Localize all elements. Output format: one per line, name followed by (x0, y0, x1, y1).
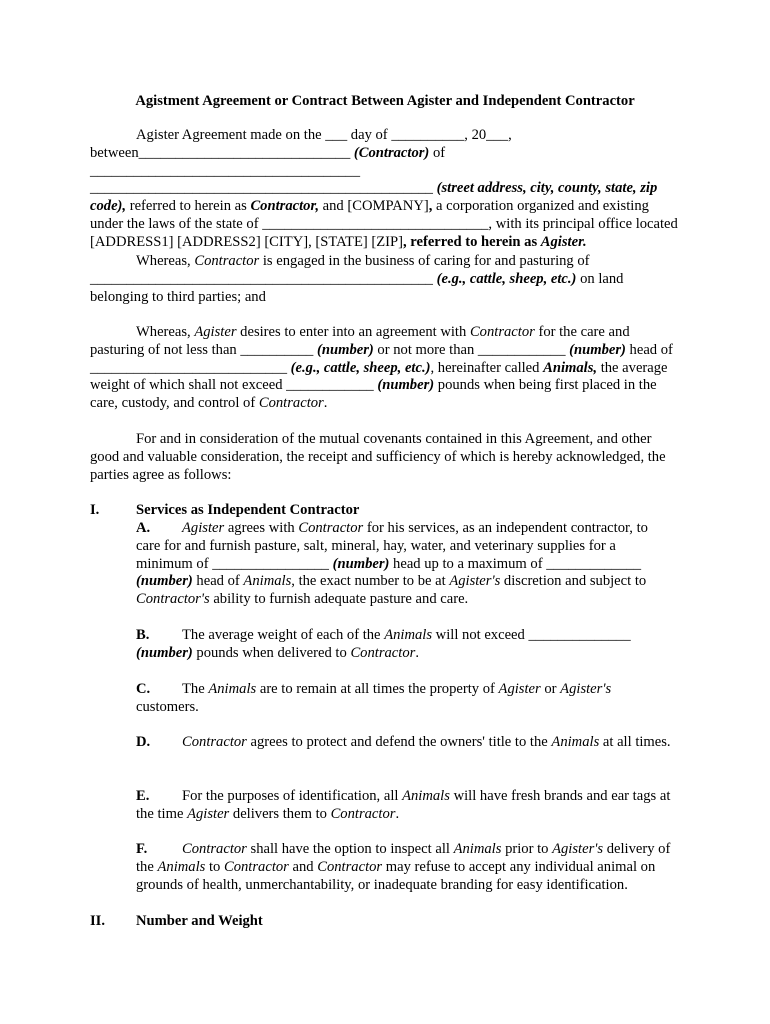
intro-paragraph: Agister Agreement made on the ___ day of __________, 20___, between_____________________________ (Contractor) of _____________________________________ _______________________________________________ (street address, city, county, state, zip code), referred to herein as Contractor, and [COMPANY], a corporation organized and existing under the laws of the state of _______________________________, with its principal office located [ADDRESS1] [ADDRESS2] [CITY], [STATE] [ZIP], referred to herein as Agister. (90, 127, 678, 250)
clause-e: E. For the purposes of identification, all Animals will have fresh brands and ear tags at the time Agister delivers them to Contractor. (136, 788, 671, 822)
clause-d: D. Contractor agrees to protect and defend the owners' title to the Animals at all times. (136, 734, 671, 750)
whereas-paragraph-2: Whereas, Agister desires to enter into an agreement with Contractor for the care and pasturing of not less than __________ (number) or not more than ____________ (number) head of ___________________________ (e.g., cattle, sheep, etc.), hereinafter called Animals, the average weight of which shall not exceed ____________ (number) pounds when being first placed in the care, custody, and control of Contractor. (90, 324, 673, 412)
whereas-paragraph-1: Whereas, Contractor is engaged in the business of caring for and pasturing of _______________________________________________ (e.g., cattle, sheep, etc.) on land belonging to third parties; and (90, 253, 624, 305)
consideration-paragraph: For and in consideration of the mutual covenants contained in this Agreement, and other good and valuable consideration, the receipt and sufficiency of which is hereby acknowledged, the parties agree as follows: (90, 431, 666, 483)
section-2-heading: II. Number and Weight (90, 913, 263, 929)
section-1-heading: I. Services as Independent Contractor (90, 502, 360, 518)
clause-f: F. Contractor shall have the option to inspect all Animals prior to Agister's delivery of the Animals to Contractor and Contractor may refuse to accept any individual animal on grounds of health, unmerchantability, or inadequate branding for easy identification. (136, 841, 671, 893)
clause-c: C. The Animals are to remain at all times the property of Agister or Agister's customers. (136, 681, 612, 715)
clause-b: B. The average weight of each of the Animals will not exceed ______________ (number) pounds when delivered to Contractor. (136, 627, 631, 661)
document-title: Agistment Agreement or Contract Between Agister and Independent Contractor (135, 93, 635, 109)
clause-a: A. Agister agrees with Contractor for his services, as an independent contractor, to care for and furnish pasture, salt, mineral, hay, water, and veterinary supplies for a minimum of ________________ (number) head up to a maximum of _____________ (number) head of Animals, the exact number to be at Agister's discretion and subject to Contractor's ability to furnish adequate pasture and care. (136, 520, 648, 608)
